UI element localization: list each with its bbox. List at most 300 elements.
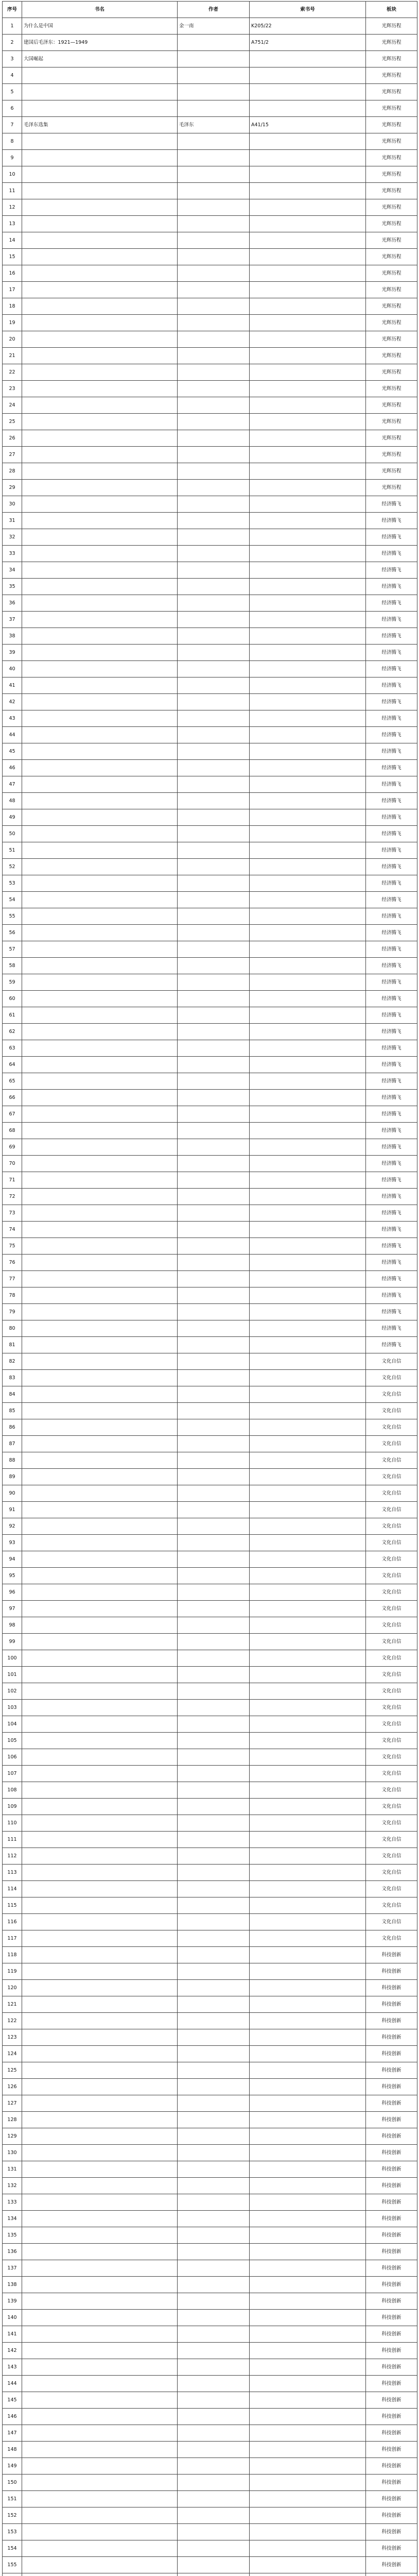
- cell-title: [22, 232, 178, 249]
- cell-no: 131: [3, 2161, 22, 2178]
- cell-no: 71: [3, 1172, 22, 1189]
- cell-no: 146: [3, 2409, 22, 2425]
- table-row: [3, 645, 417, 661]
- cell-title: [22, 1980, 178, 1996]
- cell-no: 153: [3, 2524, 22, 2540]
- cell-call-number: [250, 743, 366, 760]
- cell-author: [178, 1848, 250, 1865]
- cell-category: 科技创新: [366, 2425, 417, 2442]
- cell-category: 科技创新: [366, 2442, 417, 2458]
- cell-call-number: [250, 1766, 366, 1782]
- cell-title: [22, 1947, 178, 1963]
- cell-author: [178, 1485, 250, 1502]
- cell-author: [178, 232, 250, 249]
- cell-call-number: [250, 1156, 366, 1172]
- cell-title: [22, 2392, 178, 2409]
- cell-category: 文化自信: [366, 1518, 417, 1535]
- cell-title: [22, 2013, 178, 2029]
- cell-call-number: [250, 2442, 366, 2458]
- cell-author: [178, 348, 250, 364]
- cell-category: 经济腾飞: [366, 875, 417, 892]
- cell-category: 科技创新: [366, 2046, 417, 2062]
- cell-title: [22, 2029, 178, 2046]
- cell-call-number: [250, 2425, 366, 2442]
- cell-no: 58: [3, 958, 22, 974]
- cell-no: 110: [3, 1815, 22, 1832]
- cell-call-number: [250, 1485, 366, 1502]
- cell-call-number: [250, 1304, 366, 1320]
- cell-call-number: [250, 2079, 366, 2095]
- cell-call-number: [250, 1370, 366, 1386]
- cell-no: 97: [3, 1601, 22, 1617]
- cell-category: 光辉历程: [366, 381, 417, 397]
- table-row: [3, 579, 417, 595]
- cell-call-number: [250, 1320, 366, 1337]
- cell-author: [178, 463, 250, 480]
- cell-title: [22, 166, 178, 183]
- cell-no: 123: [3, 2029, 22, 2046]
- cell-category: 文化自信: [366, 1700, 417, 1716]
- cell-category: 经济腾飞: [366, 991, 417, 1007]
- cell-title: [22, 480, 178, 496]
- table-row: [3, 513, 417, 529]
- cell-no: 59: [3, 974, 22, 991]
- cell-call-number: [250, 1815, 366, 1832]
- table-row: [3, 941, 417, 958]
- cell-category: 光辉历程: [366, 232, 417, 249]
- cell-category: 文化自信: [366, 1436, 417, 1452]
- cell-author: [178, 974, 250, 991]
- cell-title: [22, 1073, 178, 1090]
- cell-category: 经济腾飞: [366, 1024, 417, 1040]
- cell-no: 137: [3, 2260, 22, 2277]
- header-call-number: 索书号: [250, 2, 366, 18]
- cell-title: [22, 2161, 178, 2178]
- cell-author: [178, 1452, 250, 1469]
- table-row: [3, 991, 417, 1007]
- cell-title: [22, 2475, 178, 2491]
- cell-no: 6: [3, 100, 22, 117]
- cell-author: [178, 1189, 250, 1205]
- cell-title: [22, 727, 178, 743]
- cell-category: 科技创新: [366, 2145, 417, 2161]
- cell-call-number: [250, 612, 366, 628]
- table-row: [3, 1930, 417, 1947]
- table-row: [3, 2194, 417, 2211]
- cell-author: [178, 1238, 250, 1255]
- cell-call-number: [250, 1205, 366, 1222]
- cell-author: [178, 2178, 250, 2194]
- table-row: [3, 1090, 417, 1106]
- cell-author: [178, 1996, 250, 2013]
- cell-category: 科技创新: [366, 2491, 417, 2507]
- cell-call-number: [250, 1848, 366, 1865]
- cell-call-number: [250, 150, 366, 166]
- table-row: [3, 1485, 417, 1502]
- cell-call-number: [250, 1568, 366, 1584]
- cell-author: [178, 1551, 250, 1568]
- cell-call-number: [250, 216, 366, 232]
- cell-call-number: [250, 2095, 366, 2112]
- cell-author: [178, 677, 250, 694]
- cell-call-number: [250, 595, 366, 612]
- cell-no: 88: [3, 1452, 22, 1469]
- cell-title: [22, 562, 178, 579]
- cell-title: [22, 1139, 178, 1156]
- cell-author: [178, 1881, 250, 1897]
- cell-category: 科技创新: [366, 2244, 417, 2260]
- cell-category: 文化自信: [366, 1568, 417, 1584]
- cell-call-number: [250, 1963, 366, 1980]
- cell-call-number: [250, 1271, 366, 1287]
- cell-author: [178, 1667, 250, 1683]
- cell-title: [22, 1634, 178, 1650]
- cell-category: 科技创新: [366, 2310, 417, 2326]
- cell-title: [22, 1667, 178, 1683]
- cell-category: 文化自信: [366, 1832, 417, 1848]
- cell-title: [22, 941, 178, 958]
- cell-author: [178, 1799, 250, 1815]
- cell-title: [22, 793, 178, 809]
- cell-author: [178, 1139, 250, 1156]
- cell-author: [178, 1897, 250, 1914]
- cell-no: 27: [3, 447, 22, 463]
- cell-author: 金一南: [178, 18, 250, 35]
- table-row: [3, 1386, 417, 1403]
- cell-category: [366, 2573, 417, 2576]
- table-row: [3, 1683, 417, 1700]
- cell-category: 经济腾飞: [366, 612, 417, 628]
- cell-title: [22, 2128, 178, 2145]
- cell-call-number: [250, 908, 366, 925]
- cell-category: 科技创新: [366, 2359, 417, 2376]
- cell-author: [178, 216, 250, 232]
- cell-title: [22, 1255, 178, 1271]
- cell-author: [178, 1172, 250, 1189]
- cell-author: [178, 562, 250, 579]
- cell-call-number: [250, 2211, 366, 2227]
- header-row: [3, 2, 417, 18]
- table-row: [3, 1353, 417, 1370]
- cell-category: 光辉历程: [366, 100, 417, 117]
- cell-title: 为什么是中国: [22, 18, 178, 35]
- cell-call-number: [250, 1090, 366, 1106]
- table-row: [3, 232, 417, 249]
- cell-author: [178, 579, 250, 595]
- cell-category: 文化自信: [366, 1865, 417, 1881]
- cell-no: 87: [3, 1436, 22, 1452]
- cell-no: 115: [3, 1897, 22, 1914]
- cell-call-number: [250, 1255, 366, 1271]
- cell-author: [178, 991, 250, 1007]
- cell-title: [22, 265, 178, 282]
- cell-call-number: [250, 1337, 366, 1353]
- cell-no: 55: [3, 908, 22, 925]
- cell-title: [22, 1881, 178, 1897]
- table-row: [3, 529, 417, 546]
- table-row: [3, 2458, 417, 2475]
- cell-no: 142: [3, 2343, 22, 2359]
- cell-title: [22, 2194, 178, 2211]
- cell-call-number: [250, 2062, 366, 2079]
- table-row: [3, 2128, 417, 2145]
- table-row: [3, 2079, 417, 2095]
- cell-author: [178, 1287, 250, 1304]
- table-row: [3, 1601, 417, 1617]
- cell-no: 134: [3, 2211, 22, 2227]
- cell-no: 109: [3, 1799, 22, 1815]
- cell-no: 79: [3, 1304, 22, 1320]
- cell-call-number: [250, 1535, 366, 1551]
- cell-no: 78: [3, 1287, 22, 1304]
- table-row: [3, 1189, 417, 1205]
- cell-title: [22, 1782, 178, 1799]
- cell-author: [178, 1782, 250, 1799]
- table-row: [3, 2491, 417, 2507]
- cell-author: [178, 1733, 250, 1749]
- table-row: [3, 1963, 417, 1980]
- cell-category: 文化自信: [366, 1815, 417, 1832]
- cell-category: 文化自信: [366, 1535, 417, 1551]
- table-row: [3, 2161, 417, 2178]
- cell-title: [22, 2458, 178, 2475]
- cell-author: [178, 1337, 250, 1353]
- cell-call-number: [250, 892, 366, 908]
- cell-no: 33: [3, 546, 22, 562]
- cell-category: 光辉历程: [366, 216, 417, 232]
- table-row: [3, 1766, 417, 1782]
- cell-category: 经济腾飞: [366, 1007, 417, 1024]
- cell-no: 40: [3, 661, 22, 677]
- table-row: [3, 727, 417, 743]
- cell-author: [178, 2161, 250, 2178]
- cell-call-number: [250, 677, 366, 694]
- table-row: [3, 117, 417, 133]
- cell-no: 60: [3, 991, 22, 1007]
- cell-call-number: [250, 496, 366, 513]
- cell-title: [22, 463, 178, 480]
- table-row: [3, 1156, 417, 1172]
- cell-call-number: [250, 2458, 366, 2475]
- table-row: [3, 216, 417, 232]
- table-row: [3, 1815, 417, 1832]
- cell-call-number: [250, 958, 366, 974]
- cell-category: 文化自信: [366, 1683, 417, 1700]
- cell-author: [178, 447, 250, 463]
- cell-title: [22, 2557, 178, 2573]
- cell-title: [22, 2244, 178, 2260]
- cell-title: [22, 661, 178, 677]
- cell-title: [22, 859, 178, 875]
- cell-author: [178, 793, 250, 809]
- cell-call-number: [250, 480, 366, 496]
- cell-call-number: [250, 991, 366, 1007]
- cell-author: [178, 1469, 250, 1485]
- cell-category: 文化自信: [366, 1782, 417, 1799]
- cell-category: 科技创新: [366, 2277, 417, 2293]
- cell-category: 光辉历程: [366, 282, 417, 298]
- cell-category: 经济腾飞: [366, 529, 417, 546]
- table-row: [3, 1634, 417, 1650]
- cell-call-number: [250, 727, 366, 743]
- table-row: [3, 2095, 417, 2112]
- cell-no: 22: [3, 364, 22, 381]
- cell-no: 37: [3, 612, 22, 628]
- cell-call-number: [250, 2046, 366, 2062]
- table-row: [3, 562, 417, 579]
- cell-no: 25: [3, 414, 22, 430]
- cell-author: [178, 84, 250, 100]
- cell-call-number: [250, 1073, 366, 1090]
- table-row: [3, 2359, 417, 2376]
- cell-category: 科技创新: [366, 2161, 417, 2178]
- table-row: [3, 1123, 417, 1139]
- cell-author: [178, 1419, 250, 1436]
- cell-category: 经济腾飞: [366, 1304, 417, 1320]
- table-row: [3, 199, 417, 216]
- cell-category: 经济腾飞: [366, 892, 417, 908]
- cell-author: [178, 2244, 250, 2260]
- cell-call-number: [250, 1832, 366, 1848]
- table-row: [3, 1320, 417, 1337]
- cell-category: 文化自信: [366, 1749, 417, 1766]
- cell-category: 文化自信: [366, 1848, 417, 1865]
- table-row: [3, 1667, 417, 1683]
- cell-author: [178, 2293, 250, 2310]
- cell-call-number: [250, 760, 366, 776]
- table-row: [3, 2293, 417, 2310]
- cell-no: 56: [3, 925, 22, 941]
- cell-title: [22, 760, 178, 776]
- cell-category: 经济腾飞: [366, 1172, 417, 1189]
- cell-title: [22, 1353, 178, 1370]
- cell-category: 文化自信: [366, 1766, 417, 1782]
- cell-no: 9: [3, 150, 22, 166]
- cell-category: 经济腾飞: [366, 842, 417, 859]
- table-row: [3, 776, 417, 793]
- cell-category: 文化自信: [366, 1716, 417, 1733]
- cell-category: 文化自信: [366, 1667, 417, 1683]
- cell-category: 科技创新: [366, 2507, 417, 2524]
- table-row: [3, 809, 417, 826]
- cell-no: 38: [3, 628, 22, 645]
- cell-author: [178, 1090, 250, 1106]
- cell-author: [178, 2029, 250, 2046]
- cell-author: [178, 875, 250, 892]
- cell-author: [178, 2491, 250, 2507]
- table-row: [3, 1238, 417, 1255]
- cell-title: [22, 1057, 178, 1073]
- cell-no: 91: [3, 1502, 22, 1518]
- cell-author: [178, 2376, 250, 2392]
- cell-call-number: [250, 1601, 366, 1617]
- cell-no: 62: [3, 1024, 22, 1040]
- cell-call-number: K205/22: [250, 18, 366, 35]
- cell-author: [178, 2392, 250, 2409]
- cell-call-number: [250, 1584, 366, 1601]
- cell-title: [22, 2260, 178, 2277]
- cell-category: 光辉历程: [366, 67, 417, 84]
- cell-no: 2: [3, 35, 22, 51]
- table-row: [3, 249, 417, 265]
- cell-call-number: [250, 776, 366, 793]
- cell-title: [22, 1601, 178, 1617]
- table-row: [3, 1304, 417, 1320]
- cell-call-number: [250, 1172, 366, 1189]
- table-row: [3, 364, 417, 381]
- table-row: [3, 397, 417, 414]
- table-row: [3, 859, 417, 875]
- cell-title: [22, 1320, 178, 1337]
- cell-author: [178, 2227, 250, 2244]
- cell-author: [178, 1502, 250, 1518]
- cell-author: [178, 628, 250, 645]
- cell-title: [22, 2211, 178, 2227]
- cell-call-number: [250, 1930, 366, 1947]
- cell-call-number: [250, 1123, 366, 1139]
- table-row: [3, 1073, 417, 1090]
- cell-no: 5: [3, 84, 22, 100]
- cell-author: [178, 760, 250, 776]
- cell-no: 70: [3, 1156, 22, 1172]
- cell-call-number: [250, 298, 366, 315]
- cell-author: [178, 133, 250, 150]
- cell-title: [22, 298, 178, 315]
- cell-no: 48: [3, 793, 22, 809]
- cell-no: 66: [3, 1090, 22, 1106]
- cell-author: [178, 2194, 250, 2211]
- cell-no: 149: [3, 2458, 22, 2475]
- table-row: [3, 348, 417, 364]
- cell-title: 建国后毛泽东：1921—1949: [22, 35, 178, 51]
- cell-author: [178, 397, 250, 414]
- cell-category: 文化自信: [366, 1370, 417, 1386]
- cell-no: 112: [3, 1848, 22, 1865]
- cell-no: 44: [3, 727, 22, 743]
- cell-call-number: [250, 694, 366, 710]
- cell-no: 81: [3, 1337, 22, 1353]
- cell-title: [22, 1568, 178, 1584]
- cell-author: [178, 776, 250, 793]
- cell-call-number: [250, 1452, 366, 1469]
- table-row: [3, 2376, 417, 2392]
- cell-no: 15: [3, 249, 22, 265]
- cell-author: [178, 2211, 250, 2227]
- table-row: [3, 1799, 417, 1815]
- table-row: [3, 1139, 417, 1156]
- cell-no: 14: [3, 232, 22, 249]
- cell-no: 96: [3, 1584, 22, 1601]
- cell-author: [178, 1106, 250, 1123]
- cell-category: 经济腾飞: [366, 809, 417, 826]
- cell-category: 文化自信: [366, 1353, 417, 1370]
- table-row: [3, 298, 417, 315]
- cell-no: 93: [3, 1535, 22, 1551]
- cell-title: [22, 100, 178, 117]
- cell-category: 科技创新: [366, 2079, 417, 2095]
- cell-call-number: [250, 2227, 366, 2244]
- cell-author: [178, 1568, 250, 1584]
- cell-no: 69: [3, 1139, 22, 1156]
- cell-category: 科技创新: [366, 2128, 417, 2145]
- cell-author: [178, 826, 250, 842]
- cell-call-number: [250, 925, 366, 941]
- cell-call-number: [250, 1007, 366, 1024]
- cell-title: [22, 1930, 178, 1947]
- table-row: [3, 546, 417, 562]
- cell-category: 经济腾飞: [366, 694, 417, 710]
- cell-category: 经济腾飞: [366, 546, 417, 562]
